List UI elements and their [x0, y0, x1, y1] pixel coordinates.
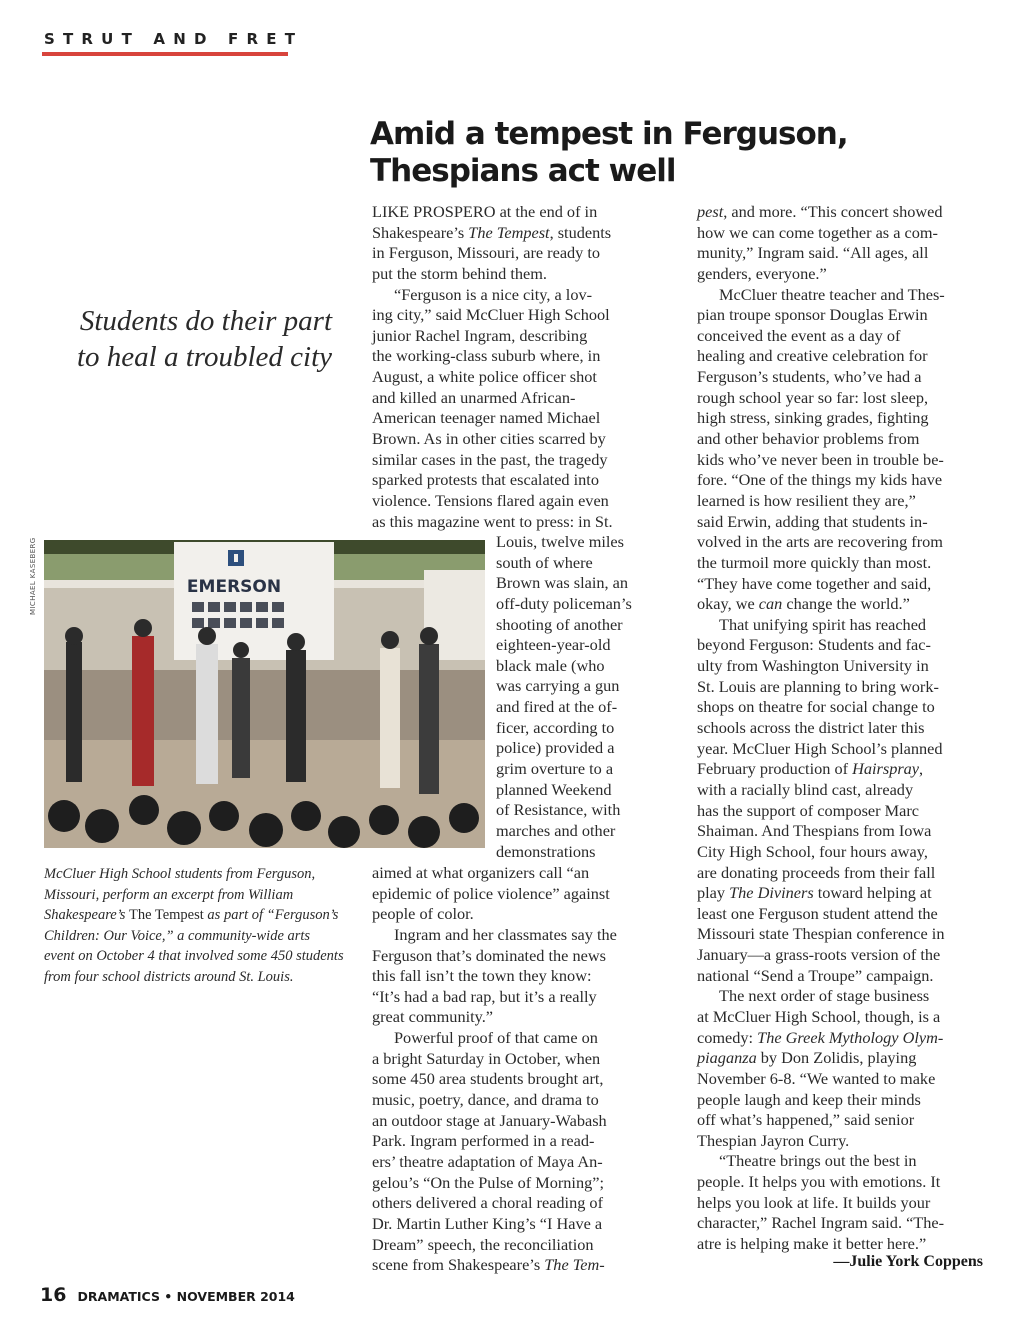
article-line: are donating proceeds from their fall	[697, 862, 936, 882]
article-line: LIKE PROSPERO at the end of in	[372, 202, 598, 221]
article-line: Louis, twelve miles	[496, 532, 624, 551]
article-line: of Resistance, with	[496, 800, 621, 820]
article-line: has the support of composer Marc	[697, 800, 919, 820]
article-line: ing city,” said McCluer High School	[372, 305, 610, 325]
article-line: Park. Ingram performed in a read-	[372, 1131, 595, 1151]
article-line: people laugh and keep their minds	[697, 1089, 921, 1109]
article-line: national “Send a Troupe” campaign.	[697, 965, 934, 985]
article-line: gelou’s “On the Pulse of Morning”;	[372, 1172, 604, 1192]
article-line: okay, we can change the world.”	[697, 594, 910, 614]
article-line: Brown. As in other cities scarred by	[372, 429, 606, 449]
styled-run: The Tem-	[544, 1255, 605, 1275]
article-line: Shaiman. And Thespians from Iowa	[697, 821, 932, 841]
article-line: City High School, four hours away,	[697, 841, 928, 861]
article-line: helps you look at life. It builds your	[697, 1192, 931, 1212]
article-line: “Theatre brings out the best in	[719, 1151, 917, 1171]
article-line: volved in the arts are recovering from	[697, 532, 943, 552]
article-line: police) provided a	[496, 738, 615, 758]
styled-run: piaganza	[697, 1048, 757, 1068]
article-line: eighteen-year-old	[496, 635, 611, 655]
article-line: That unifying spirit has reached	[719, 614, 927, 634]
article-column-2	[697, 202, 997, 1255]
article-line: with a racially blind cast, already	[697, 779, 914, 799]
article-line: and fired at the of-	[496, 697, 618, 717]
article-line: the working-class suburb where, in	[372, 346, 601, 366]
article-line: year. McCluer High School’s planned	[697, 738, 943, 758]
article-line: rough school year so far: lost sleep,	[697, 387, 929, 407]
article-column-1c	[372, 863, 662, 1276]
performance-photo	[44, 540, 485, 848]
article-column-1a	[372, 202, 662, 532]
article-line: Thespian Jayron Curry.	[697, 1130, 850, 1150]
article-line: shops on theatre for social change to	[697, 697, 935, 717]
article-line: a bright Saturday in October, when	[372, 1048, 601, 1068]
article-line: an outdoor stage at January-Wabash	[372, 1110, 607, 1130]
article-line: as this magazine went to press: in St.	[372, 511, 613, 531]
article-line: character,” Rachel Ingram said. “The-	[697, 1213, 945, 1233]
article-line: this fall isn’t the town they know:	[372, 966, 592, 986]
article-line: McCluer theatre teacher and Thes-	[719, 284, 945, 304]
article-line: and other behavior problems from	[697, 429, 920, 449]
article-line: The next order of stage business	[719, 986, 930, 1006]
article-line: Brown was slain, an	[496, 573, 629, 593]
article-line: marches and other	[496, 820, 616, 840]
article-line: beyond Ferguson: Students and fac-	[697, 635, 931, 655]
article-line: learned is how resilient they are,”	[697, 490, 916, 510]
article-line: comedy: The Greek Mythology Olym-	[697, 1027, 944, 1047]
article-line: “It’s had a bad rap, but it’s a really	[372, 986, 597, 1006]
article-line: some 450 area students brought art,	[372, 1069, 604, 1089]
article-line: piaganza by Don Zolidis, playing	[697, 1048, 917, 1068]
article-line: least one Ferguson student attend the	[697, 903, 938, 923]
styled-run: The Diviners	[729, 883, 814, 903]
article-line: great community.”	[372, 1007, 494, 1027]
article-line: demonstrations	[496, 841, 596, 861]
caption-text-1: McCluer High School students from Ferguson, Missouri, perform an excerpt from William Shakespeare’s	[44, 866, 316, 923]
article-line: August, a white police officer shot	[372, 367, 597, 387]
article-line: conceived the event as a day of	[697, 325, 901, 345]
article-line: fore. “One of the things my kids have	[697, 470, 943, 490]
article-line: black male (who	[496, 655, 605, 675]
article-line: St. Louis are planning to bring work-	[697, 676, 939, 696]
styled-run: Hairspray	[852, 759, 920, 779]
styled-run: pest	[697, 202, 724, 221]
article-line: people. It helps you with emotions. It	[697, 1172, 941, 1192]
page-footer	[40, 1284, 295, 1306]
article-line: south of where	[496, 552, 593, 572]
article-line: Shakespeare’s The Tempest, students	[372, 222, 612, 242]
article-line: and killed an unarmed African-	[372, 387, 576, 407]
article-line: how we can come together as a com-	[697, 222, 938, 242]
section-label: STRUT AND FRET	[44, 30, 304, 48]
photo-illustration	[44, 540, 485, 848]
article-line: Ferguson that’s dominated the news	[372, 945, 606, 965]
article-line: Dream” speech, the reconciliation	[372, 1234, 594, 1254]
article-line: Dr. Martin Luther King’s “I Have a	[372, 1213, 603, 1233]
article-line: ers’ theatre adaptation of Maya An-	[372, 1151, 603, 1171]
article-line: atre is helping make it better here.”	[697, 1234, 927, 1254]
article-line: shooting of another	[496, 614, 623, 634]
article-line: January—a grass-roots version of the	[697, 945, 941, 965]
article-line: February production of Hairspray,	[697, 759, 924, 779]
article-line: Ferguson’s students, who’ve had a	[697, 367, 922, 387]
article-line: junior Rachel Ingram, describing	[372, 325, 588, 345]
article-line: at McCluer High School, though, is a	[697, 1006, 941, 1026]
article-line: epidemic of police violence” against	[372, 883, 610, 903]
article-line: aimed at what organizers call “an	[372, 863, 590, 882]
caption-text-2: as part of “Ferguson’s Children: Our Voice,” a community-wide arts event on October 4 that involved some 450 students from four school districts around St. Louis.	[44, 907, 344, 985]
deck	[36, 303, 332, 375]
article-line: kids who’ve never been in trouble be-	[697, 449, 944, 469]
article-line: Powerful proof of that came on	[394, 1028, 598, 1048]
banner-text: EMERSON	[186, 577, 282, 597]
headline-line-2: Thespians act well	[370, 153, 676, 189]
article-line: pian troupe sponsor Douglas Erwin	[697, 305, 928, 325]
article-line: off what’s happened,” said senior	[697, 1110, 915, 1130]
article-line: put the storm behind them.	[372, 263, 547, 283]
deck-line-1: Students do their part	[79, 305, 332, 337]
article-line: off-duty policeman’s	[496, 593, 632, 613]
article-line: Ingram and her classmates say the	[394, 924, 617, 944]
article-line: American teenager named Michael	[372, 408, 601, 428]
styled-run: LIKE PROSPERO	[372, 202, 496, 221]
article-line: violence. Tensions flared again even	[372, 490, 609, 510]
article-line: people of color.	[372, 904, 474, 924]
headline-line-1: Amid a tempest in Ferguson,	[370, 116, 848, 152]
article-line: play The Diviners toward helping at	[697, 883, 932, 903]
byline: —Julie York Coppens	[833, 1253, 983, 1270]
section-rule	[42, 52, 288, 56]
article-line: ficer, according to	[496, 717, 615, 737]
article-line: pest, and more. “This concert showed	[697, 202, 943, 221]
article-column-1b	[496, 532, 666, 862]
article-line: said Erwin, adding that students in-	[697, 511, 928, 531]
headline	[370, 116, 870, 190]
article-line: ulty from Washington University in	[697, 656, 929, 676]
article-line: the turmoil more quickly than most.	[697, 552, 932, 572]
magazine-issue: DRAMATICS • NOVEMBER 2014	[77, 1289, 295, 1304]
article-line: was carrying a gun	[496, 676, 620, 696]
article-line: scene from Shakespeare’s The Tem-	[372, 1255, 605, 1275]
article-line: genders, everyone.”	[697, 263, 827, 283]
article-line: planned Weekend	[496, 779, 612, 799]
article-line: high stress, sinking grades, fighting	[697, 408, 929, 428]
deck-line-2: to heal a troubled city	[76, 341, 332, 373]
article-line: others delivered a choral reading of	[372, 1193, 603, 1213]
article-line: in Ferguson, Missouri, are ready to	[372, 243, 601, 263]
page-number: 16	[40, 1284, 67, 1306]
article-line: “Ferguson is a nice city, a lov-	[394, 284, 593, 304]
article-line: similar cases in the past, the tragedy	[372, 449, 608, 469]
photo-credit: MICHAEL KASEBERG	[29, 537, 37, 615]
article-line: sparked protests that escalated into	[372, 470, 599, 490]
article-line: grim overture to a	[496, 759, 614, 779]
styled-run: The Greek Mythology Olym-	[757, 1027, 944, 1047]
article-line: munity,” Ingram said. “All ages, all	[697, 243, 929, 263]
photo-caption	[44, 864, 344, 987]
article-line: healing and creative celebration for	[697, 346, 928, 366]
article-line: schools across the district later this	[697, 718, 925, 738]
article-line: Missouri state Thespian conference in	[697, 924, 945, 944]
styled-run: The Tempest	[468, 222, 550, 242]
article-line: “They have come together and said,	[697, 573, 932, 593]
caption-play-title: The Tempest	[128, 907, 204, 923]
styled-run: can	[758, 594, 783, 614]
article-line: November 6-8. “We wanted to make	[697, 1068, 936, 1088]
article-line: music, poetry, dance, and drama to	[372, 1090, 599, 1110]
